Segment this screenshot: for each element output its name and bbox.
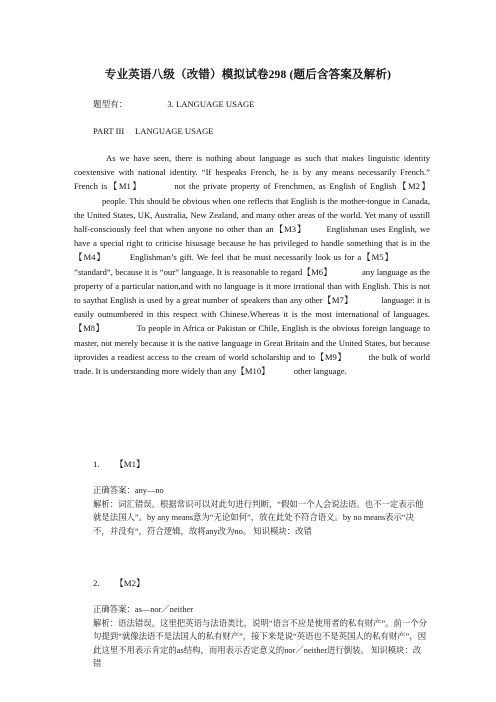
question-2-explanation: 解析：语法错误。这里把英语与法语类比，说明“语言不应是使用者的私有财产”。前一个分句提到“就像法语不是法国人的私有财产”，接下来是说“英语也不是英国人的私有财产”，因此这里不用表示肯定的as结构，而用表示否定意义的nor／neither进行倒装。 知识模块：改错: [93, 618, 428, 669]
marker-m3: 【M3】: [273, 224, 307, 235]
question-1-heading: [93, 457, 145, 470]
question-type-line: [93, 98, 255, 110]
marker-m7: 【M7】: [322, 295, 354, 306]
passage-segment-3: people. This should be obvious when one reflects that English is the mother-tongue in Canada, the United States, UK, Australia, New Zealand, and many other areas of the world. Yet many of usstill half-consciously feel that when anyone no other than an: [74, 195, 430, 235]
passage-segment-6: ”standard”, because it is “our” language. It is reasonable to regard: [74, 266, 303, 277]
question-1-answer: 正确答案：any—no: [93, 486, 164, 495]
marker-m4: 【M4】: [74, 252, 106, 263]
question-type-value: 3. LANGUAGE USAGE: [167, 99, 255, 109]
question-2-answer: 正确答案：as—nor／neither: [93, 605, 194, 614]
question-type-label: 题型有：: [93, 99, 128, 109]
question-2-heading: [93, 576, 145, 589]
part-value: LANGUAGE USAGE: [135, 126, 214, 136]
marker-m2: 【M2】: [396, 181, 430, 192]
marker-m8: 【M8】: [74, 323, 105, 334]
marker-m1: 【M1】: [107, 181, 143, 192]
passage-segment-11: other language.: [293, 366, 347, 377]
question-2-marker: 【M2】: [115, 578, 145, 588]
passage-segment-2: not the private property of Frenchmen, as English of English: [174, 181, 397, 192]
passage-segment-8: language: it is easily outnumbered in this respect with Chinese.Whereas it is the most international of languages.: [74, 295, 430, 320]
document-title: 专业英语八级（改错）模拟试卷298 (题后含答案及解析): [104, 69, 392, 81]
marker-m6: 【M6】: [302, 266, 332, 277]
part-label: PART III: [93, 126, 125, 136]
passage-segment-4: Englishman uses English, we have a special right to criticise hisusage because he has privileged to handle something that is in the: [74, 224, 431, 249]
passage-segment-1: As we have seen, there is nothing about language as such that makes linguistic identity coextensive with national identity. “If hespeaks French, he is by any means necessarily French.” French is: [74, 153, 430, 192]
question-1-answer-block: [93, 484, 429, 538]
passage-text: [74, 151, 430, 378]
passage-segment-7: any language as the property of a particular nation,and with no language is it more irrational than with English. This is not to saythat English is used by a great number of speakers than any other: [74, 266, 430, 306]
passage-segment-10: the bulk of world trade. It is understanding more widely than any: [74, 351, 430, 377]
question-1-marker: 【M1】: [115, 459, 145, 469]
passage-segment-9: To people in Africa or Pakistan or Chile, English is the obvious foreign language to master, not merely because it is the native language in Great Britain and the United States, but because itprovides a readiest access to the cream of world scholarship and to: [74, 323, 430, 362]
marker-m10: 【M10】: [236, 366, 270, 377]
question-1-number: 1.: [93, 459, 100, 469]
marker-m9: 【M9】: [315, 351, 347, 362]
marker-m5: 【M5】: [361, 252, 394, 263]
part-heading: [93, 126, 214, 136]
question-2-answer-block: [93, 603, 429, 671]
question-1-explanation: 解析：词汇错误。根据常识可以对此句进行判断，“假如一个人会说法语。也不一定表示他就是法国人”。by any means意为“无论如何”，放在此处不符合语义。by no means表示“决不，并没有”，符合逻辑，故将any改为no。 知识模块：改错: [93, 499, 424, 536]
question-2-number: 2.: [93, 578, 100, 588]
passage-segment-5: Englishman’s gift. We feel that he must necessarily look us for a: [129, 252, 362, 263]
